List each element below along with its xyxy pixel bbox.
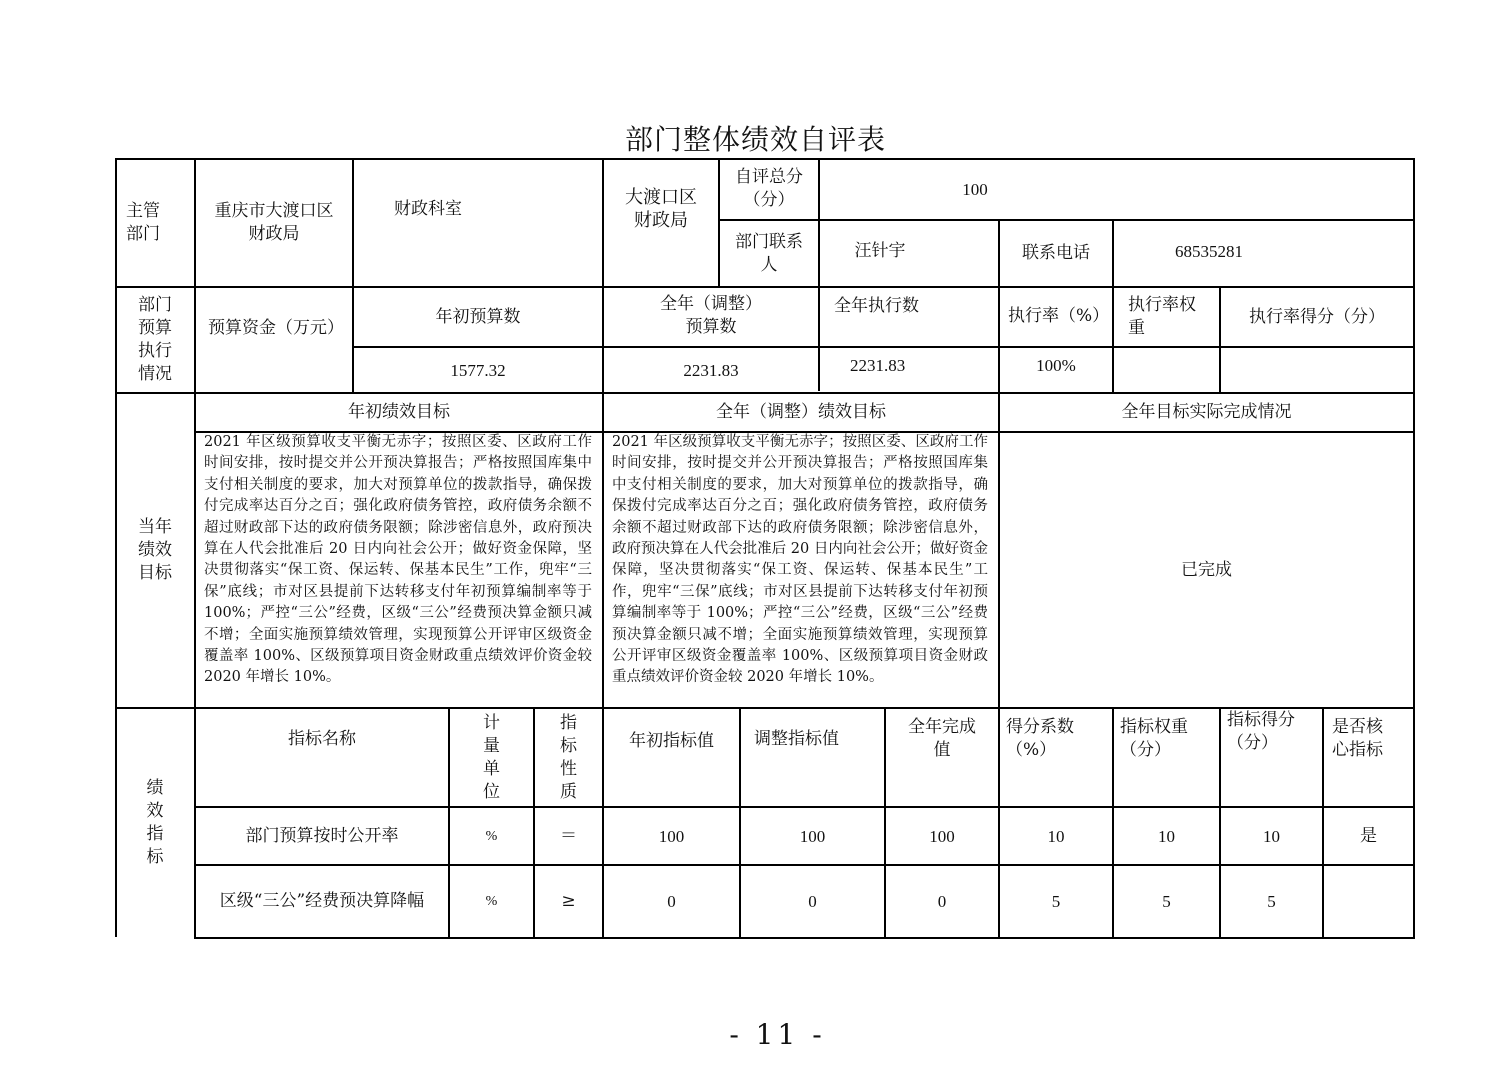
ind-row2-core bbox=[1324, 866, 1413, 937]
ind-row2-name: 区级“三公”经费预决算降幅 bbox=[219, 891, 425, 911]
ind-header-adjusted: 调整指标值 bbox=[754, 728, 839, 749]
ind-row2-adjusted: 0 bbox=[808, 892, 817, 911]
ind-header-initial: 年初指标值 bbox=[629, 730, 714, 751]
ind-row2-weight: 5 bbox=[1162, 892, 1171, 911]
page-number: - 11 - bbox=[729, 1018, 826, 1051]
ind-header-score: 指标得分（分） bbox=[1227, 710, 1295, 753]
ind-row1-weight: 10 bbox=[1158, 826, 1175, 846]
budget-value-score bbox=[1221, 348, 1413, 392]
ind-header-nature: 指标性质 bbox=[560, 712, 577, 802]
office-name: 财政科室 bbox=[394, 198, 462, 219]
goals-section-label: 当年绩效目标 bbox=[138, 517, 172, 583]
goals-initial-header: 年初绩效目标 bbox=[348, 402, 450, 422]
ind-row2-score: 5 bbox=[1267, 892, 1276, 911]
ind-row1-unit: % bbox=[485, 828, 498, 844]
ind-row2-nature: ≥ bbox=[561, 891, 576, 911]
ind-row1-nature: ＝ bbox=[560, 825, 577, 846]
ind-row1-initial: 100 bbox=[658, 826, 685, 846]
budget-header-rate: 执行率（%） bbox=[1008, 305, 1110, 326]
goals-initial-text: 2021 年区级预算收支平衡无赤字；按照区委、区政府工作时间安排，按时提交并公开预决算报告；严格按照国库集中支付相关制度的要求，加大对预算单位的拨款指导，确保拨付完成率达百分之百；强化政府债务管控，政府债务余额不超过财政部下达的政府债务限额；除涉密信息外，政府预决算在人代会批准后 20 日内向社会公开；做好资金保障，坚决贯彻落实“保工资、保运转、保基本民生”工作，兜牢“三保”底线；市对区县提前下达转移支付年初预算编制率等于 100%；严控“三公”经费，区级“三公”经费预决算金额只减不增；全面实施预算绩效管理，实现预算公开评审区级资金覆盖率 100%、区级预算项目资金财政重点绩效评价资金较 2020 年增长 10%。 bbox=[204, 434, 592, 686]
budget-header-weight: 执行率权重 bbox=[1128, 295, 1196, 338]
ind-header-coefficient: 得分系数（%） bbox=[1006, 717, 1074, 760]
phone-label: 联系电话 bbox=[1022, 243, 1090, 263]
frame-bottom bbox=[194, 937, 1414, 939]
budget-header-executed: 全年执行数 bbox=[834, 295, 919, 316]
ind-row1-adjusted: 100 bbox=[799, 826, 826, 846]
ind-header-unit: 计量单位 bbox=[483, 712, 500, 802]
ind-row2-coefficient: 5 bbox=[1051, 892, 1061, 911]
self-score-value: 100 bbox=[962, 179, 988, 199]
self-score-label: 自评总分（分） bbox=[735, 167, 803, 210]
frame-right bbox=[1413, 158, 1415, 864]
indicators-section-label: 绩效指标 bbox=[146, 778, 164, 867]
goals-actual-header: 全年目标实际完成情况 bbox=[1121, 402, 1292, 422]
ind-header-completed: 全年完成值 bbox=[908, 717, 976, 760]
ind-row2-initial: 0 bbox=[667, 892, 676, 911]
dept-label: 主管部门 bbox=[126, 200, 160, 244]
dept-name: 重庆市大渡口区财政局 bbox=[214, 200, 334, 244]
goals-adjusted-header: 全年（调整）绩效目标 bbox=[716, 402, 886, 422]
budget-value-adjusted: 2231.83 bbox=[683, 360, 739, 380]
ind-header-name: 指标名称 bbox=[288, 728, 356, 749]
contact-label: 部门联系人 bbox=[735, 231, 803, 275]
budget-header-adjusted: 全年（调整）预算数 bbox=[660, 294, 762, 337]
budget-value-executed: 2231.83 bbox=[850, 355, 906, 375]
ind-row2-unit: % bbox=[485, 894, 498, 909]
bureau-name: 大渡口区财政局 bbox=[625, 187, 697, 231]
phone-value: 68535281 bbox=[1175, 241, 1243, 261]
contact-name: 汪针宇 bbox=[854, 240, 906, 261]
ind-row1-completed: 100 bbox=[929, 826, 955, 846]
goals-actual-text: 已完成 bbox=[1181, 559, 1232, 580]
goals-adjusted-text: 2021 年区级预算收支平衡无赤字；按照区委、区政府工作时间安排，按时提交并公开预决算报告；严格按照国库集中支付相关制度的要求，加大对预算单位的拨款指导，确保拨付完成率达百分之百；强化政府债务管控，政府债务余额不超过财政部下达的政府债务限额；除涉密信息外，政府预决算在人代会批准后 20 日内向社会公开；做好资金保障，坚决贯彻落实“保工资、保运转、保基本民生”工作，兜牢“三保”底线；市对区县提前下达转移支付年初预算编制率等于 100%；严控“三公”经费，区级“三公”经费预决算金额只减不增；全面实施预算绩效管理，实现预算公开评审区级资金覆盖率 100%、区级预算项目资金财政重点绩效评价资金较 2020 年增长 10%。 bbox=[612, 434, 988, 686]
budget-section-label: 部门预算执行情况 bbox=[138, 295, 172, 384]
ind-header-weight: 指标权重（分） bbox=[1120, 717, 1188, 760]
ind-row2-completed: 0 bbox=[937, 892, 947, 911]
budget-value-initial: 1577.32 bbox=[450, 360, 506, 380]
budget-header-score: 执行率得分（分） bbox=[1249, 306, 1385, 327]
budget-fund-label: 预算资金（万元） bbox=[208, 317, 344, 338]
budget-value-weight bbox=[1114, 348, 1219, 392]
budget-header-initial: 年初预算数 bbox=[435, 306, 521, 327]
document-title: 部门整体绩效自评表 bbox=[624, 123, 886, 156]
budget-value-rate: 100% bbox=[1036, 355, 1076, 375]
ind-row1-score: 10 bbox=[1263, 826, 1280, 846]
frame-right-last bbox=[1413, 864, 1415, 939]
ind-header-core: 是否核心指标 bbox=[1332, 717, 1383, 760]
ind-row1-coefficient: 10 bbox=[1047, 826, 1065, 846]
ind-row1-name: 部门预算按时公开率 bbox=[245, 825, 399, 846]
ind-row1-core: 是 bbox=[1360, 825, 1377, 846]
